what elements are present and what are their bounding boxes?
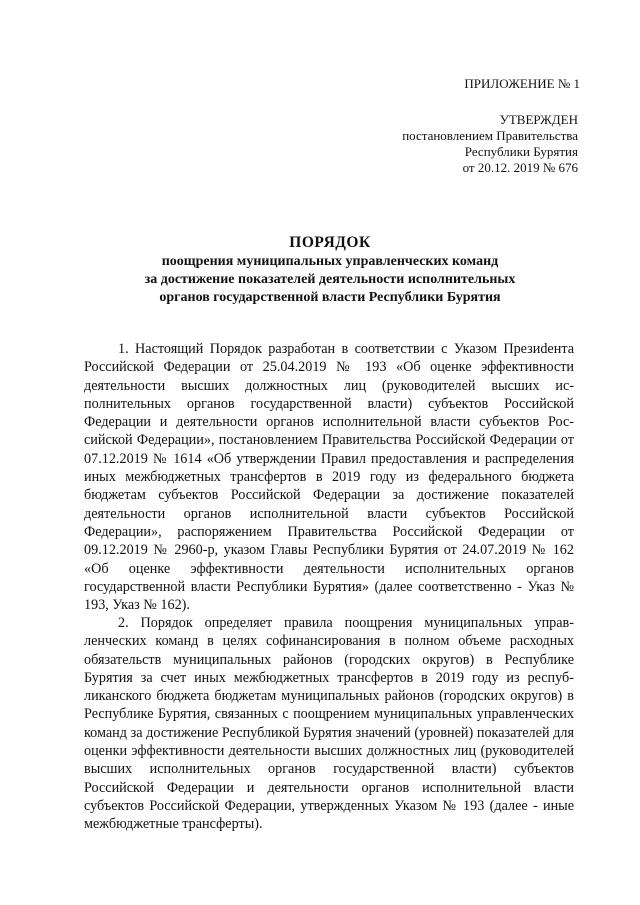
approval-line-date-number: от 20.12. 2019 № 676 [462,160,578,175]
approval-line-resolution: постановлением Правительства [402,128,578,143]
paragraph-1: 1. Настоящий Порядок разработан в соответствии с Указом Презиdента Российской Федерации от 25.04.2019 № 193 «Об оценке эффективности деятельности высших должностных лиц (руководителей высших исполнительных органов государственной власти) субъектов Российской Федерации и деятельности органов исполнительной власти субъектов Российской Федерации», постановлением Правительства Российской Федерации от 07.12.2019 № 1614 «Об утверждении Правил предоставления и распределения иных межбюджетных трансфертов в 2019 году из федерального бюджета бюджетам субъектов Российской Федерации за достижение показателей деятельности органов исполнительной власти субъектов Российской Федерации», распоряжением Правительства Российской Федерации от 09.12.2019 № 2960-р, указом Главы Республики Бурятия от 24.07.2019 № 162 «Об оценке эффективности деятельности исполнительных органов государственной власти Республики Бурятия» (далее соответственно - Указ № 193, Указ № 162). [84,341,574,614]
appendix-label: ПРИЛОЖЕНИЕ № 1 [464,76,580,91]
paragraph-2: 2. Порядок определяет правила поощрения муниципальных управленческих команд в целях софинансирования в полном объеме расходных обязательств муниципальных районов (городских округов) в Республике Бурятия за счет иных межбюджетных трансфертов в 2019 году из республиканского бюджета бюджетам муниципальных районов (городских округов) в Республике Бурятия, связанных с поощрением муниципальных управленческих команд за достижение Республикой Бурятия значений (уровней) показателей для оценки эффективности деятельности высших должностных лиц (руководителей высших исполнительных органов государственной власти) субъектов Российской Федерации и деятельности органов исполнительной власти субъектов Российской Федерации, утвержденных Указом № 193 (далее - иные межбюджетные трансферты). [84,615,574,833]
title-subtitle-line-2: за достижение показателей деятельности исполнительных [144,272,516,287]
approval-line-approved: УТВЕРЖДЕН [499,112,578,127]
title-main: ПОРЯДОК [289,234,371,251]
approval-stamp [402,112,578,176]
title-subtitle-line-3: органов государственной власти Республики Бурятия [159,290,501,305]
document-title [80,233,580,307]
title-subtitle-line-1: поощрения муниципальных управленческих команд [161,254,499,269]
approval-line-republic: Республики Бурятия [464,144,578,159]
